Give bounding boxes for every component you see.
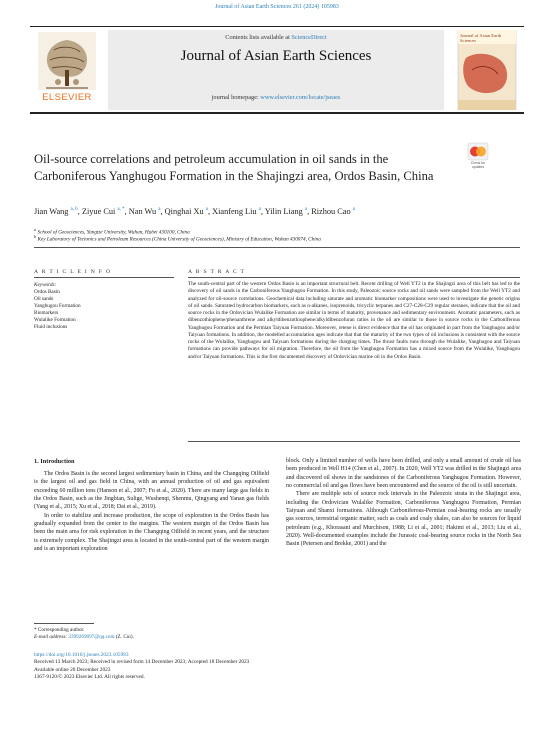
sciencedirect-link[interactable]: ScienceDirect bbox=[291, 34, 327, 41]
footnote-divider bbox=[34, 623, 94, 624]
check-for-updates-button[interactable] bbox=[466, 142, 490, 168]
keyword-item: Wulalike Formation bbox=[34, 317, 76, 323]
author-name[interactable]: Nan Wu bbox=[128, 207, 157, 216]
cover-title: Journal of Asian Earth Sciences bbox=[460, 33, 502, 44]
body-paragraph: There are multiple sets of source rock intervals in the Paleozoic strata in the Shajingzi area, including the Ordovician Wulalike Formation, Carboniferous Yanghugou Formation, Permian Taiyuan and Shanxi formations. Although Carboniferous-Permian coal-bearing rocks are usually gas sources, terrestrial organic matter, such as coals and coaly shales, can also be sources for liquid petroleum (e.g., Khorasani and Murchison, 1988; Li et al., 2001; Hakimi et al., 2013; Liu et al., 2020). Well-documented examples include the Jurassic coal-bearing source rocks in the North Sea Basin (Petersen and Brekke, 2001) and the bbox=[286, 491, 521, 548]
email-suffix: (Z. Cui). bbox=[114, 634, 134, 640]
contents-line bbox=[108, 34, 444, 41]
corresponding-author-note: * Corresponding author. bbox=[34, 627, 85, 633]
divider bbox=[34, 277, 174, 278]
author-name[interactable]: Jian Wang bbox=[34, 207, 69, 216]
author-affiliation-marker[interactable]: a, b bbox=[70, 207, 78, 213]
author-name[interactable]: Qinghai Xu bbox=[164, 207, 204, 216]
author-name[interactable]: Yilin Liang bbox=[264, 207, 303, 216]
journal-cover[interactable] bbox=[452, 30, 522, 110]
author-name[interactable]: Rizhou Cao bbox=[311, 207, 351, 216]
email-label: E-mail address: bbox=[34, 634, 69, 640]
affiliation-b-sup: b bbox=[34, 234, 37, 239]
affiliation-a-sup: a bbox=[34, 227, 37, 232]
body-paragraph: In order to stabilize and increase production, the scope of exploration in the Ordos Basin has gradually expanded from the center to the margins. The western margin of the Ordos Basin has been the main area for risk exploration in the Changqing Oilfield in recent years, and the structure is extremely complex. The Shajingzi area is located in the south-central part of the western margin and is an important exploration bbox=[34, 512, 269, 553]
body-column-left bbox=[34, 470, 269, 553]
body-paragraph: The Ordos Basin is the second largest sedimentary basin in China, and the Changqing Oilfield is the largest oil and gas field in China, with an annual production of oil and gas equivalent exceeding 60 million tons (Hanson et al., 2007; Fu et al., 2020). There are many large gas fields in the Ordos Basin, such as the Jingbian, Sulige, Wushenqi, Shenmu, Qingyang and Yanan gas fields (Yang et al., 2015; Xu et al., 2018; Dai et al., 2019). bbox=[34, 471, 269, 511]
keyword-item: Yanghugou Formation bbox=[34, 303, 81, 309]
keyword-item: Biomarkers bbox=[34, 310, 59, 316]
abstract-heading: A B S T R A C T bbox=[188, 269, 246, 275]
author-name[interactable]: Ziyue Cui bbox=[81, 207, 116, 216]
contents-prefix: Contents lists available at bbox=[225, 34, 292, 41]
author-affiliation-marker[interactable]: a bbox=[258, 207, 261, 213]
email-note bbox=[34, 634, 334, 641]
divider bbox=[188, 441, 520, 442]
publication-details bbox=[34, 652, 514, 681]
journal-title[interactable]: Journal of Asian Earth Sciences bbox=[180, 48, 372, 64]
keywords-label: Keywords: bbox=[34, 282, 57, 288]
divider bbox=[188, 277, 520, 278]
body-column-right bbox=[286, 457, 521, 549]
homepage-link[interactable]: www.elsevier.com/locate/jseaes bbox=[260, 94, 341, 101]
keywords-block bbox=[34, 282, 174, 331]
keyword-item: Ordos Basin bbox=[34, 289, 60, 295]
section-heading-introduction: 1. Introduction bbox=[34, 458, 75, 465]
author-list: Jian Wang $^{a, b}$, Ziyue Cui $^{a, *}$, Nan Wu $^a$, Qinghai Xu $^a$, Xianfeng Liu $^a$, Yilin Liang $^a$, Rizhou Cao $^a$ bbox=[34, 207, 355, 216]
divider bbox=[34, 247, 520, 248]
affiliation-b bbox=[34, 233, 514, 244]
homepage-prefix: journal homepage: bbox=[211, 94, 261, 101]
available-online: Available online 20 December 2023 bbox=[34, 666, 111, 673]
author-affiliation-marker[interactable]: a, * bbox=[117, 207, 125, 213]
author-affiliation-marker[interactable]: a bbox=[205, 207, 208, 213]
elsevier-wordmark: ELSEVIER bbox=[42, 92, 92, 103]
author-affiliation-marker[interactable]: a bbox=[304, 207, 308, 213]
keyword-item: Oil sands bbox=[34, 296, 54, 302]
author-affiliation-marker[interactable]: a bbox=[158, 207, 161, 213]
body-paragraph: block. Only a limited number of wells have been drilled, and only a small amount of crude oil has been produced in Well H14 (Chen et al., 2007). In 2020, Well YT2 was drilled in the Shajingzi area and discovered oil shows in the sandstones of the Carboniferous Yanghugou Formation. However, no commercial oil and gas flows have been encountered and the source of the oil is still uncertain. bbox=[286, 458, 521, 490]
check-for-updates-label: Check for updates bbox=[470, 161, 486, 169]
author-name[interactable]: Xianfeng Liu bbox=[212, 207, 257, 216]
article-title: Oil-source correlations and petroleum accumulation in oil sands in the Carboniferous Yanghugou Formation in the Shajingzi area, Ordos Basin, China bbox=[34, 152, 434, 183]
check-for-updates-icon bbox=[466, 142, 490, 162]
article-info-heading: A R T I C L E I N F O bbox=[34, 269, 112, 275]
doi-link[interactable]: https://doi.org/10.1016/j.jseaes.2023.105983 bbox=[34, 652, 129, 658]
email-link[interactable]: 3399269097@qq.com bbox=[68, 634, 115, 640]
keyword-item: Fluid inclusions bbox=[34, 324, 68, 330]
author-affiliation-marker[interactable]: a bbox=[352, 207, 355, 213]
journal-reference[interactable]: Journal of Asian Earth Sciences 261 (2024) 105983 bbox=[215, 4, 339, 10]
abstract-text: The south-central part of the western Ordos Basin is an important structural belt. Recent drilling of Well YT2 in the Shajingzi area of this belt has led to the discovery of oil sands in the Carboniferous Yanghugou Formation. In this study, Paleozoic source rocks and oil sands were sampled from the Well YT2 and analyzed for oil-source correlations. Geochemical data including saturate and aromatic biomarker compositions were used to investigate the genetic origins of oil sands. Saturated hydrocarbon biomarkers, such as n-alkanes, isoprenoids, tricyclic terpanes and C27-C28-C29 regular steranes, indicate that the oil and source rocks in the Ordovician Wulalike Formation are similar in terms of maturity, provenance and sedimentary environment. Aromatic parameters, such as dibenzothiophene/phenanthrene and alkyldibenzothiophene/alkyldibenzofuran ratios in the oil are similar to those in source rocks in the Carboniferous Yanghugou Formation and the Permian Taiyuan Formation. Moreover, retene is direct evidence that the oil has originated in part from the Yanghugou and/or Taiyuan formations. In addition, the modelled accumulation ages indicate that that the maturity of the two types of oil inclusions is consistent with the source rocks of the Wulalike, Yanghugou and Taiyuan formations during the charging times. The thrust faults runs through the Wulalike, Yanghugou and Taiyuan formations can provide pathways for oil migration. Therefore, the oil from the Yanghugou Formation has a mixed source from the Wulalike, Yanghugou and/or Taiyuan formations. This is the first documented discovery of Ordovician marine oil in the Ordos Basin. bbox=[188, 281, 520, 360]
copyright-line: 1367-9120/© 2023 Elsevier Ltd. All rights reserved. bbox=[34, 673, 145, 680]
homepage-line bbox=[108, 94, 444, 101]
received-dates: Received 13 March 2023; Received in revised form 14 December 2023; Accepted 18 December 2023 bbox=[34, 659, 250, 666]
elsevier-logo[interactable] bbox=[34, 30, 100, 110]
affiliation-a-text: School of Geosciences, Yangtze University, Wuhan, Hubei 430100, China bbox=[37, 229, 190, 236]
affiliation-b-text: Key Laboratory of Tectonics and Petroleum Resources (China University of Geosciences), Ministry of Education, Wuhan 430074, China bbox=[37, 236, 321, 243]
